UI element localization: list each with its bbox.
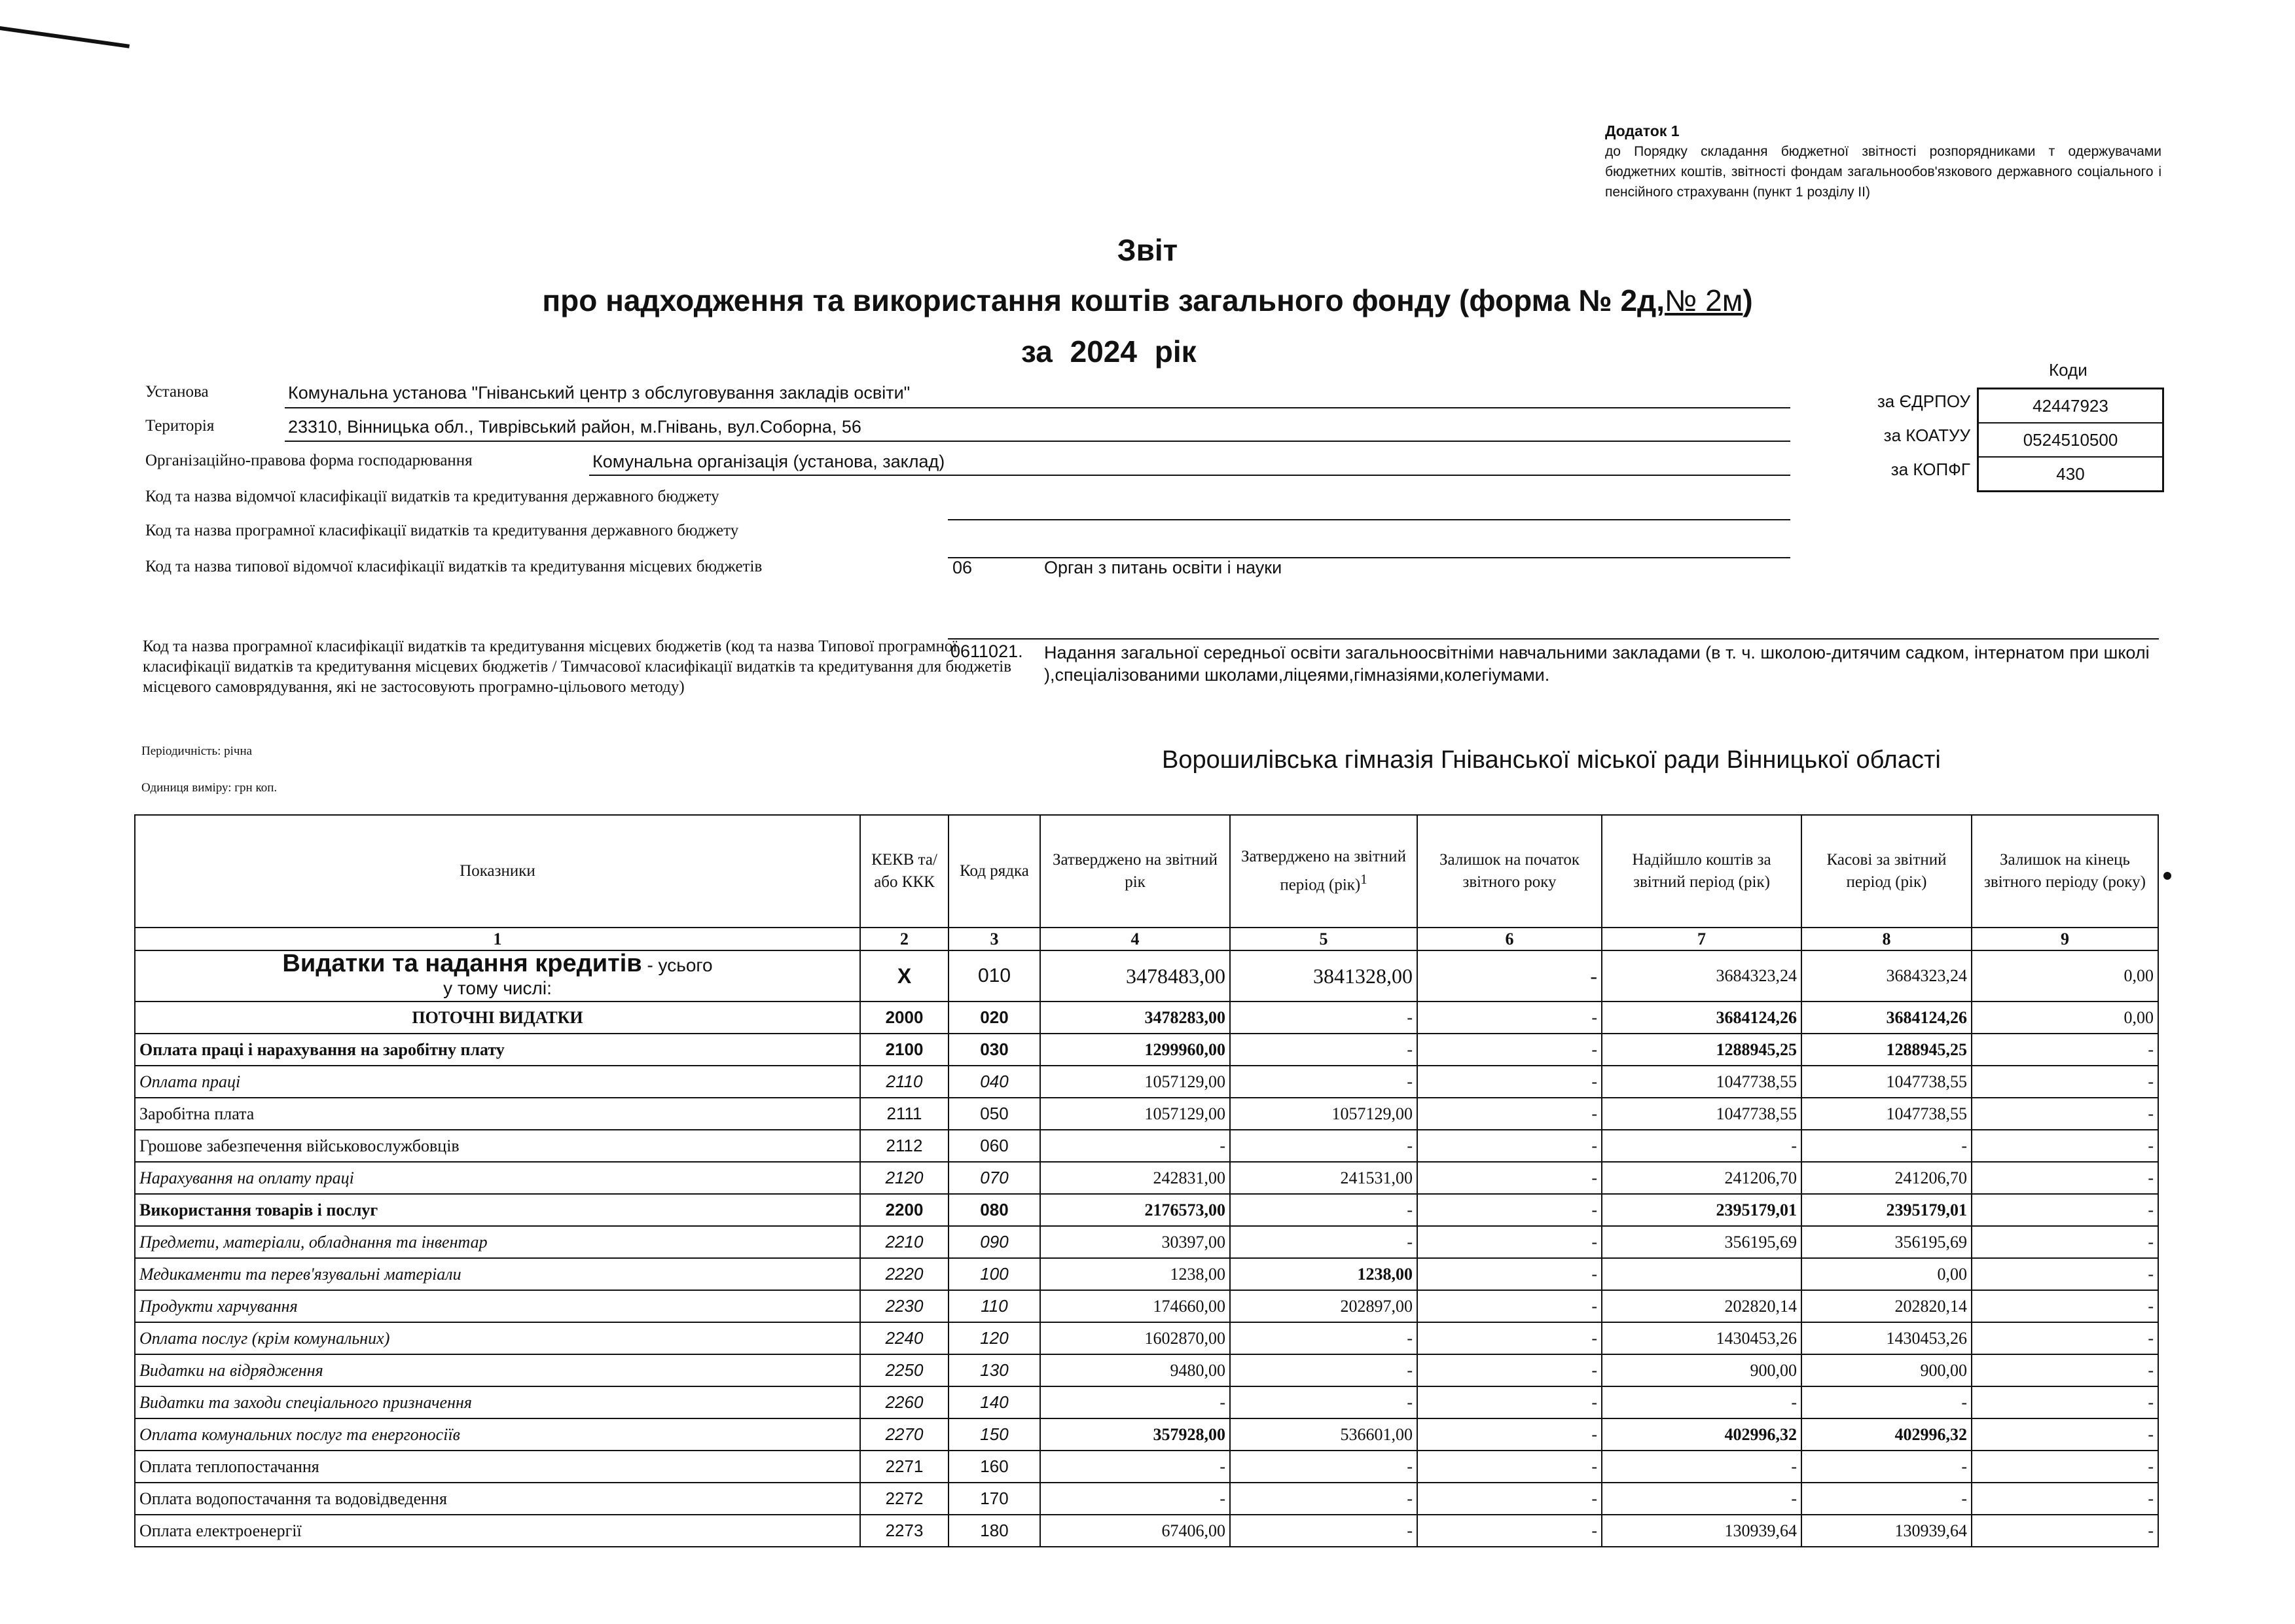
col-header-indicators: Показники (135, 815, 860, 928)
table-row (135, 1258, 2158, 1290)
dept-state-label: Код та назва відомчої класифікації видатків та кредитування державного бюджету (145, 488, 719, 505)
row-indicator-name: Продукти харчування (135, 1290, 860, 1322)
row-indicator-name: Оплата праці (135, 1066, 860, 1098)
row-code: 020 (949, 1001, 1040, 1034)
row-kekv: 2270 (860, 1418, 949, 1451)
row-code: 030 (949, 1034, 1040, 1066)
row-indicator-name: Використання товарів і послуг (135, 1194, 860, 1226)
row-approved-period: - (1230, 1226, 1417, 1258)
row-indicator-name: Оплата праці і нарахування на заробітну плату (135, 1034, 860, 1066)
row-balance-start: - (1417, 1290, 1602, 1322)
row-approved-year: 9480,00 (1040, 1354, 1230, 1386)
report-subtitle-form: № 2м (1665, 283, 1743, 317)
report-subtitle (0, 283, 2295, 318)
table-row (135, 1515, 2158, 1547)
row-kekv: 2112 (860, 1130, 949, 1162)
prog-local-label: Код та назва програмної класифікації видатків та кредитування місцевих бюджетів (код та назва Типової програмної класифікації видатків та кредитування місцевих бюджетів / Тимчасової класифікації видатків та кредитування для бюджетів місцевого самоврядування, які не застосовують програмно-цільового методу) (143, 638, 1012, 696)
row-balance-end: - (1972, 1098, 2158, 1130)
table-row (135, 1290, 2158, 1322)
table-row (135, 1194, 2158, 1226)
row-approved-period: 241531,00 (1230, 1162, 1417, 1194)
row-received: 1288945,25 (1602, 1034, 1801, 1066)
row-kekv: 2272 (860, 1483, 949, 1515)
row-kekv: 2111 (860, 1098, 949, 1130)
report-year: за 2024 рік (1021, 334, 1197, 369)
table-row (135, 1386, 2158, 1418)
row-cash: 3684124,26 (1801, 1001, 1972, 1034)
code-value-koatuu: 0524510500 (1979, 424, 2162, 458)
report-subtitle-main: про надходження та використання коштів загального фонду (форма № 2д, (542, 283, 1665, 317)
row-kekv: 2271 (860, 1451, 949, 1483)
col-number: 2 (860, 928, 949, 950)
row-received: 1047738,55 (1602, 1098, 1801, 1130)
codes-box (1977, 388, 2164, 492)
row-balance-start: - (1417, 1194, 1602, 1226)
row-indicator-name: Предмети, матеріали, обладнання та інвентар (135, 1226, 860, 1258)
col-header-cash: Касові за звітний період (рік) (1801, 815, 1972, 928)
row-balance-start: - (1417, 1034, 1602, 1066)
row-cash: 1430453,26 (1801, 1322, 1972, 1354)
row-received: 2395179,01 (1602, 1194, 1801, 1226)
table-row (135, 1001, 2158, 1034)
row-kekv: 2110 (860, 1066, 949, 1098)
periodicity: Періодичність: річна (141, 744, 253, 758)
row-approved-period: - (1230, 1451, 1417, 1483)
col-number: 8 (1801, 928, 1972, 950)
row-approved-year: 1057129,00 (1040, 1066, 1230, 1098)
institution-label: Установа (145, 383, 209, 401)
row-code: 130 (949, 1354, 1040, 1386)
row-indicator-name: Оплата послуг (крім комунальних) (135, 1322, 860, 1354)
row-balance-start: - (1417, 1515, 1602, 1547)
row-cash: - (1801, 1483, 1972, 1515)
row-approved-period: 1238,00 (1230, 1258, 1417, 1290)
row-cash: 1288945,25 (1801, 1034, 1972, 1066)
row-balance-start: - (1417, 1354, 1602, 1386)
row-approved-year: 2176573,00 (1040, 1194, 1230, 1226)
row-cash: 900,00 (1801, 1354, 1972, 1386)
row-approved-year: - (1040, 1386, 1230, 1418)
col-number: 6 (1417, 928, 1602, 950)
row-approved-year: 1299960,00 (1040, 1034, 1230, 1066)
row-cash: 356195,69 (1801, 1226, 1972, 1258)
row-kekv: 2230 (860, 1290, 949, 1322)
legal-form-label: Організаційно-правова форма господарювання (145, 452, 473, 469)
row-indicator-name: Оплата комунальних послуг та енергоносіїв (135, 1418, 860, 1451)
col-header-balance-start: Залишок на початок звітного року (1417, 815, 1602, 928)
row-cash: - (1801, 1451, 1972, 1483)
total-c9: 0,00 (1972, 950, 2158, 1001)
row-cash: 202820,14 (1801, 1290, 1972, 1322)
table-row (135, 1322, 2158, 1354)
prog-local-line (948, 638, 2159, 640)
row-approved-year: 357928,00 (1040, 1418, 1230, 1451)
total-c4: 3478483,00 (1040, 950, 1230, 1001)
row-balance-end: - (1972, 1451, 2158, 1483)
legal-form-value: Комунальна організація (установа, заклад) (592, 452, 945, 471)
row-balance-end: - (1972, 1194, 2158, 1226)
row-indicator-name: Видатки на відрядження (135, 1354, 860, 1386)
row-balance-start: - (1417, 1162, 1602, 1194)
row-balance-end: - (1972, 1418, 2158, 1451)
row-code: 180 (949, 1515, 1040, 1547)
column-number-row (135, 928, 2158, 950)
col-number: 1 (135, 928, 860, 950)
row-indicator-name: Оплата теплопостачання (135, 1451, 860, 1483)
total-code: 010 (949, 950, 1040, 1001)
row-approved-year: 1057129,00 (1040, 1098, 1230, 1130)
row-code: 110 (949, 1290, 1040, 1322)
row-balance-end: - (1972, 1483, 2158, 1515)
row-approved-year: 1602870,00 (1040, 1322, 1230, 1354)
total-suffix: - усього (642, 954, 713, 975)
table-row (135, 1098, 2158, 1130)
row-balance-start: - (1417, 1130, 1602, 1162)
row-approved-period: - (1230, 1386, 1417, 1418)
table-row-total (135, 950, 2158, 1001)
table-header-row (135, 815, 2158, 928)
row-kekv: 2260 (860, 1386, 949, 1418)
table-row (135, 1451, 2158, 1483)
report-table (134, 814, 2159, 1547)
row-code: 120 (949, 1322, 1040, 1354)
row-cash: 0,00 (1801, 1258, 1972, 1290)
row-approved-period: - (1230, 1354, 1417, 1386)
total-kekv: X (860, 950, 949, 1001)
row-approved-period: - (1230, 1130, 1417, 1162)
total-c7: 3684323,24 (1602, 950, 1801, 1001)
row-balance-end: - (1972, 1354, 2158, 1386)
row-received: 900,00 (1602, 1354, 1801, 1386)
col-header-approved-period-text: Затверджено на звітний період (рік) (1240, 848, 1407, 894)
row-approved-period: 536601,00 (1230, 1418, 1417, 1451)
table-row (135, 1130, 2158, 1162)
typical-local-code: 06 (952, 558, 973, 577)
row-kekv: 2000 (860, 1001, 949, 1034)
col-header-balance-end: Залишок на кінець звітного періоду (року) (1972, 815, 2158, 928)
row-received: - (1602, 1130, 1801, 1162)
scan-dot (2163, 872, 2171, 880)
row-balance-end: - (1972, 1322, 2158, 1354)
code-label-kopfg: за КОПФГ (1890, 460, 1970, 479)
unit-of-measure: Одиниця виміру: грн коп. (141, 781, 278, 795)
total-c5: 3841328,00 (1230, 950, 1417, 1001)
annex-title: Додаток 1 (1605, 122, 1680, 139)
annex-note (1605, 121, 2161, 202)
row-indicator-name: Оплата електроенергії (135, 1515, 860, 1547)
legal-form-line (589, 475, 1790, 476)
row-approved-year: - (1040, 1130, 1230, 1162)
col-header-approved-year: Затверджено на звітний рік (1040, 815, 1230, 928)
col-header-superscript: 1 (1360, 871, 1367, 888)
row-cash: 1047738,55 (1801, 1066, 1972, 1098)
row-balance-start: - (1417, 1322, 1602, 1354)
row-received: 241206,70 (1602, 1162, 1801, 1194)
row-kekv: 2200 (860, 1194, 949, 1226)
row-code: 060 (949, 1130, 1040, 1162)
row-indicator-name: ПОТОЧНІ ВИДАТКИ (135, 1001, 860, 1034)
row-indicator-name: Медикаменти та перев'язувальні матеріали (135, 1258, 860, 1290)
row-balance-end: - (1972, 1258, 2158, 1290)
row-balance-end: - (1972, 1386, 2158, 1418)
col-header-approved-period (1230, 815, 1417, 928)
row-balance-end: - (1972, 1034, 2158, 1066)
code-label-koatuu: за КОАТУУ (1883, 425, 1970, 445)
row-cash: 241206,70 (1801, 1162, 1972, 1194)
row-balance-end: - (1972, 1226, 2158, 1258)
row-balance-start: - (1417, 1226, 1602, 1258)
territory-value: 23310, Вінницька обл., Тиврівський район, м.Гнівань, вул.Соборна, 56 (288, 417, 861, 437)
institution-line (285, 407, 1790, 408)
code-label-edrpou: за ЄДРПОУ (1877, 391, 1970, 411)
row-approved-period: 1057129,00 (1230, 1098, 1417, 1130)
table-row (135, 1034, 2158, 1066)
row-code: 040 (949, 1066, 1040, 1098)
row-received: - (1602, 1483, 1801, 1515)
row-balance-start: - (1417, 1483, 1602, 1515)
row-kekv: 2100 (860, 1034, 949, 1066)
row-kekv: 2250 (860, 1354, 949, 1386)
row-approved-year: - (1040, 1451, 1230, 1483)
total-c6: - (1417, 950, 1602, 1001)
row-code: 150 (949, 1418, 1040, 1451)
row-balance-start: - (1417, 1001, 1602, 1034)
row-approved-period: - (1230, 1515, 1417, 1547)
row-cash: 2395179,01 (1801, 1194, 1972, 1226)
row-approved-year: 174660,00 (1040, 1290, 1230, 1322)
col-header-row-code: Код рядка (949, 815, 1040, 928)
row-approved-year: 30397,00 (1040, 1226, 1230, 1258)
row-balance-start: - (1417, 1451, 1602, 1483)
row-received: 402996,32 (1602, 1418, 1801, 1451)
school-name: Ворошилівська гімназія Гніванської міської ради Вінницької області (1162, 746, 1941, 774)
col-number: 7 (1602, 928, 1801, 950)
typical-local-label: Код та назва типової відомчої класифікації видатків та кредитування місцевих бюджетів (145, 558, 763, 575)
row-balance-end: - (1972, 1162, 2158, 1194)
col-number: 3 (949, 928, 1040, 950)
row-approved-period: - (1230, 1066, 1417, 1098)
row-cash: - (1801, 1386, 1972, 1418)
row-indicator-name: Нарахування на оплату праці (135, 1162, 860, 1194)
row-balance-end: - (1972, 1130, 2158, 1162)
row-approved-year: 3478283,00 (1040, 1001, 1230, 1034)
row-code: 090 (949, 1226, 1040, 1258)
total-subtitle: у тому числі: (443, 977, 552, 998)
row-code: 170 (949, 1483, 1040, 1515)
col-number: 9 (1972, 928, 2158, 950)
report-title: Звіт (1117, 233, 1178, 267)
col-header-received: Надійшло коштів за звітний період (рік) (1602, 815, 1801, 928)
row-kekv: 2273 (860, 1515, 949, 1547)
row-code: 160 (949, 1451, 1040, 1483)
row-approved-period: - (1230, 1194, 1417, 1226)
row-code: 080 (949, 1194, 1040, 1226)
row-code: 140 (949, 1386, 1040, 1418)
codes-header: Коди (2049, 360, 2087, 380)
row-received: 130939,64 (1602, 1515, 1801, 1547)
prog-local-value: Надання загальної середньої освіти загальноосвітніми навчальними закладами (в т. ч. школою-дитячим садком, інтернатом при школі ),спеціалізованими школами,ліцеями,гімназіями,колегіумами. (1044, 643, 2150, 685)
row-code: 100 (949, 1258, 1040, 1290)
row-kekv: 2240 (860, 1322, 949, 1354)
row-approved-period: 202897,00 (1230, 1290, 1417, 1322)
row-indicator-name: Видатки та заходи спеціального призначення (135, 1386, 860, 1418)
row-cash: 1047738,55 (1801, 1098, 1972, 1130)
row-approved-year: 1238,00 (1040, 1258, 1230, 1290)
typical-local-value: Орган з питань освіти і науки (1044, 558, 1282, 577)
row-balance-start: - (1417, 1418, 1602, 1451)
col-number: 4 (1040, 928, 1230, 950)
row-received: 202820,14 (1602, 1290, 1801, 1322)
row-approved-period: - (1230, 1001, 1417, 1034)
col-header-kekv: КЕКВ та/або ККК (860, 815, 949, 928)
row-cash: 130939,64 (1801, 1515, 1972, 1547)
total-title: Видатки та надання кредитів (282, 949, 642, 977)
row-balance-end: - (1972, 1066, 2158, 1098)
row-balance-start: - (1417, 1066, 1602, 1098)
total-name-cell (135, 950, 860, 1001)
row-indicator-name: Грошове забезпечення військовослужбовців (135, 1130, 860, 1162)
row-code: 050 (949, 1098, 1040, 1130)
territory-label: Територія (145, 417, 215, 435)
table-row (135, 1418, 2158, 1451)
row-balance-start: - (1417, 1098, 1602, 1130)
row-indicator-name: Заробітна плата (135, 1098, 860, 1130)
row-received (1602, 1258, 1801, 1290)
row-received: - (1602, 1386, 1801, 1418)
row-balance-start: - (1417, 1258, 1602, 1290)
code-value-kopfg: 430 (2056, 464, 2085, 484)
row-approved-period: - (1230, 1322, 1417, 1354)
row-approved-period: - (1230, 1034, 1417, 1066)
row-kekv: 2210 (860, 1226, 949, 1258)
institution-value: Комунальна установа "Гніванський центр з обслуговування закладів освіти" (288, 383, 911, 403)
row-received: 3684124,26 (1602, 1001, 1801, 1034)
row-balance-start: - (1417, 1386, 1602, 1418)
dept-state-line (948, 519, 1790, 520)
table-row (135, 1226, 2158, 1258)
table-row (135, 1354, 2158, 1386)
territory-line (285, 441, 1790, 442)
row-balance-end: - (1972, 1290, 2158, 1322)
row-cash: - (1801, 1130, 1972, 1162)
row-kekv: 2220 (860, 1258, 949, 1290)
row-indicator-name: Оплата водопостачання та водовідведення (135, 1483, 860, 1515)
table-row (135, 1066, 2158, 1098)
row-received: 1430453,26 (1602, 1322, 1801, 1354)
prog-state-label: Код та назва програмної класифікації видатків та кредитування державного бюджету (145, 522, 739, 539)
table-row (135, 1162, 2158, 1194)
row-approved-year: 67406,00 (1040, 1515, 1230, 1547)
row-code: 070 (949, 1162, 1040, 1194)
row-balance-end: - (1972, 1515, 2158, 1547)
report-subtitle-end: ) (1743, 283, 1753, 317)
row-received: 356195,69 (1602, 1226, 1801, 1258)
col-number: 5 (1230, 928, 1417, 950)
row-kekv: 2120 (860, 1162, 949, 1194)
row-balance-end: 0,00 (1972, 1001, 2158, 1034)
annex-text: до Порядку складання бюджетної звітності розпорядниками т одержувачами бюджетних коштів, звітності фондам загальнообов'язкового державного соціального і пенсійного страхуванн (пункт 1 розділу II) (1605, 144, 2161, 200)
code-value-edrpou: 42447923 (1979, 389, 2162, 424)
total-c8: 3684323,24 (1801, 950, 1972, 1001)
row-cash: 402996,32 (1801, 1418, 1972, 1451)
row-approved-year: 242831,00 (1040, 1162, 1230, 1194)
prog-local-code: 0611021. (950, 641, 1023, 661)
table-row (135, 1483, 2158, 1515)
row-received: - (1602, 1451, 1801, 1483)
row-approved-year: - (1040, 1483, 1230, 1515)
scan-mark (0, 26, 130, 48)
row-received: 1047738,55 (1602, 1066, 1801, 1098)
row-approved-period: - (1230, 1483, 1417, 1515)
